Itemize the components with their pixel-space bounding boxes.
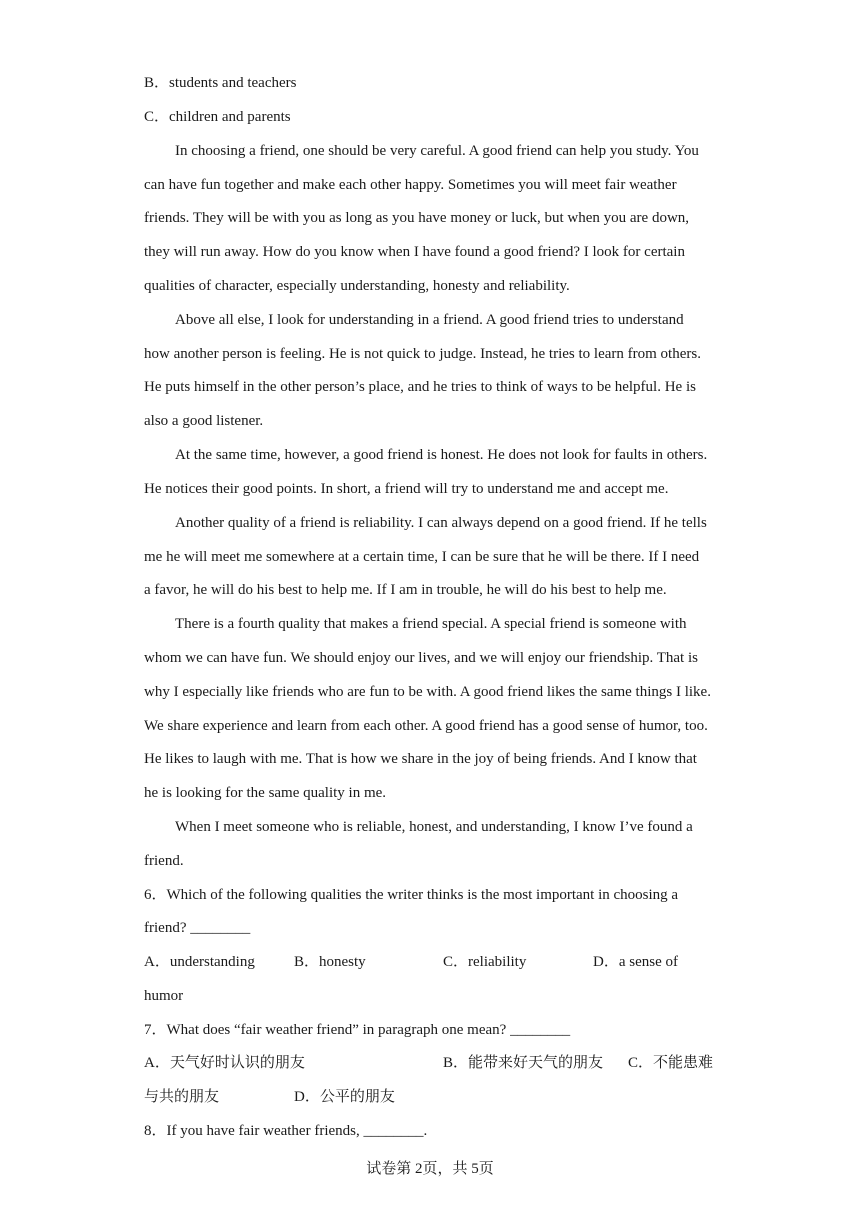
passage-line: they will run away. How do you know when I have found a good friend? I look for certain <box>144 244 685 260</box>
passage-line: In choosing a friend, one should be very careful. A good friend can help you study. You <box>175 143 699 159</box>
passage-line: Another quality of a friend is reliability. I can always depend on a good friend. If he tells <box>175 515 707 531</box>
passage-line: a favor, he will do his best to help me. If I am in trouble, he will do his best to help me. <box>144 582 667 598</box>
option-d: D．a sense of <box>593 954 678 970</box>
passage-line: friend. <box>144 853 184 869</box>
option-d-wrap: humor <box>144 988 184 1004</box>
passage-line: He likes to laugh with me. That is how we share in the joy of being friends. And I know that <box>144 751 697 767</box>
option-c-wrap: 与共的朋友 <box>144 1089 220 1105</box>
option-b-prev: B．students and teachers <box>144 75 297 91</box>
question-stem: 7．What does “fair weather friend” in paragraph one mean? ________ <box>144 1022 571 1038</box>
question-stem: 6．Which of the following qualities the writer thinks is the most important in choosing a <box>144 887 679 903</box>
passage-line: He puts himself in the other person’s place, and he tries to think of ways to be helpful. He is <box>144 379 696 395</box>
option-d: D．公平的朋友 <box>294 1089 395 1105</box>
option-c: C．不能患难 <box>628 1055 714 1071</box>
passage-line: me he will meet me somewhere at a certain time, I can be sure that he will be there. If I need <box>144 549 700 565</box>
passage-line: why I especially like friends who are fun to be with. A good friend likes the same things I like. <box>144 684 711 700</box>
passage-line: he is looking for the same quality in me. <box>144 785 387 801</box>
option-b: B．honesty <box>294 954 366 970</box>
passage-line: whom we can have fun. We should enjoy our lives, and we will enjoy our friendship. That is <box>144 650 698 666</box>
passage-line: At the same time, however, a good friend is honest. He does not look for faults in others. <box>175 447 708 463</box>
question-stem: 8．If you have fair weather friends, ________. <box>144 1123 428 1139</box>
passage-line: We share experience and learn from each other. A good friend has a good sense of humor, too. <box>144 718 708 734</box>
option-c: C．reliability <box>443 954 527 970</box>
option-a: A．天气好时认识的朋友 <box>144 1055 305 1071</box>
passage-line: When I meet someone who is reliable, honest, and understanding, I know I’ve found a <box>175 819 693 835</box>
passage-line: can have fun together and make each other happy. Sometimes you will meet fair weather <box>144 177 677 193</box>
option-b: B．能带来好天气的朋友 <box>443 1055 604 1071</box>
passage-line: also a good listener. <box>144 413 264 429</box>
passage-line: qualities of character, especially understanding, honesty and reliability. <box>144 278 570 294</box>
option-c-prev: C．children and parents <box>144 109 291 125</box>
option-a: A．understanding <box>144 954 255 970</box>
passage-line: He notices their good points. In short, a friend will try to understand me and accept me. <box>144 481 669 497</box>
passage-line: how another person is feeling. He is not quick to judge. Instead, he tries to learn from others. <box>144 346 701 362</box>
passage-line: There is a fourth quality that makes a friend special. A special friend is someone with <box>175 616 687 632</box>
passage-line: Above all else, I look for understanding in a friend. A good friend tries to understand <box>175 312 684 328</box>
question-stem: friend? ________ <box>144 920 251 936</box>
passage-line: friends. They will be with you as long as you have money or luck, but when you are down, <box>144 210 690 226</box>
page-footer: 试卷第 2页，共 5页 <box>366 1161 494 1177</box>
